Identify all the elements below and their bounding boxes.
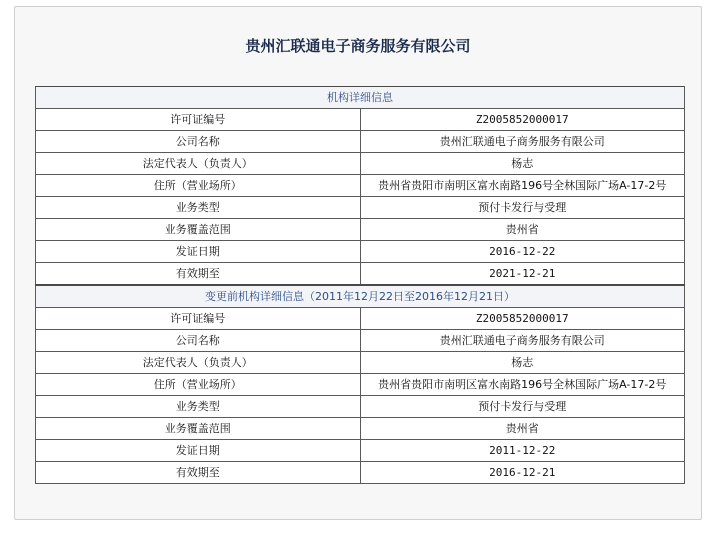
table-row: [36, 131, 685, 153]
section-heading: 机构详细信息: [36, 87, 685, 109]
row-label-issue-date: 发证日期: [36, 241, 361, 263]
row-value-coverage: 贵州省: [360, 219, 685, 241]
table-row: [36, 153, 685, 175]
row-label-legal-representative: 法定代表人（负责人）: [36, 153, 361, 175]
row-value-business-type: 预付卡发行与受理: [360, 197, 685, 219]
row-value-issue-date: 2011-12-22: [360, 440, 685, 462]
row-label-company-name: 公司名称: [36, 330, 361, 352]
row-value-company-name: 贵州汇联通电子商务服务有限公司: [360, 131, 685, 153]
row-label-license-number: 许可证编号: [36, 308, 361, 330]
table-row: [36, 462, 685, 484]
row-label-address: 住所（营业场所）: [36, 175, 361, 197]
table-row: [36, 175, 685, 197]
row-value-coverage: 贵州省: [360, 418, 685, 440]
table-row: [36, 241, 685, 263]
row-label-valid-until: 有效期至: [36, 263, 361, 286]
table-row: [36, 219, 685, 241]
content-panel: [14, 6, 702, 520]
row-label-legal-representative: 法定代表人（负责人）: [36, 352, 361, 374]
row-value-issue-date: 2016-12-22: [360, 241, 685, 263]
section-header-previous: [36, 285, 685, 308]
row-value-legal-representative: 杨志: [360, 153, 685, 175]
table-row: [36, 109, 685, 131]
row-value-valid-until: 2016-12-21: [360, 462, 685, 484]
table-row: [36, 352, 685, 374]
institution-info-table: [35, 86, 685, 484]
row-value-legal-representative: 杨志: [360, 352, 685, 374]
table-row: [36, 396, 685, 418]
table-row: [36, 308, 685, 330]
row-label-address: 住所（营业场所）: [36, 374, 361, 396]
page-title: 贵州汇联通电子商务服务有限公司: [245, 37, 471, 55]
row-label-valid-until: 有效期至: [36, 462, 361, 484]
row-value-company-name: 贵州汇联通电子商务服务有限公司: [360, 330, 685, 352]
table-row: [36, 440, 685, 462]
table-row: [36, 197, 685, 219]
table-row: [36, 263, 685, 286]
row-value-license-number: Z2005852000017: [360, 308, 685, 330]
row-label-coverage: 业务覆盖范围: [36, 418, 361, 440]
row-value-address: 贵州省贵阳市南明区富水南路196号全林国际广场A-17-2号: [360, 374, 685, 396]
section-heading: 变更前机构详细信息（2011年12月22日至2016年12月21日）: [36, 285, 685, 308]
table-row: [36, 330, 685, 352]
row-label-license-number: 许可证编号: [36, 109, 361, 131]
row-label-issue-date: 发证日期: [36, 440, 361, 462]
table-row: [36, 418, 685, 440]
table-row: [36, 374, 685, 396]
row-value-valid-until: 2021-12-21: [360, 263, 685, 286]
row-label-business-type: 业务类型: [36, 396, 361, 418]
row-label-coverage: 业务覆盖范围: [36, 219, 361, 241]
row-value-address: 贵州省贵阳市南明区富水南路196号全林国际广场A-17-2号: [360, 175, 685, 197]
row-label-company-name: 公司名称: [36, 131, 361, 153]
row-label-business-type: 业务类型: [36, 197, 361, 219]
row-value-license-number: Z2005852000017: [360, 109, 685, 131]
row-value-business-type: 预付卡发行与受理: [360, 396, 685, 418]
section-header-current: [36, 87, 685, 109]
